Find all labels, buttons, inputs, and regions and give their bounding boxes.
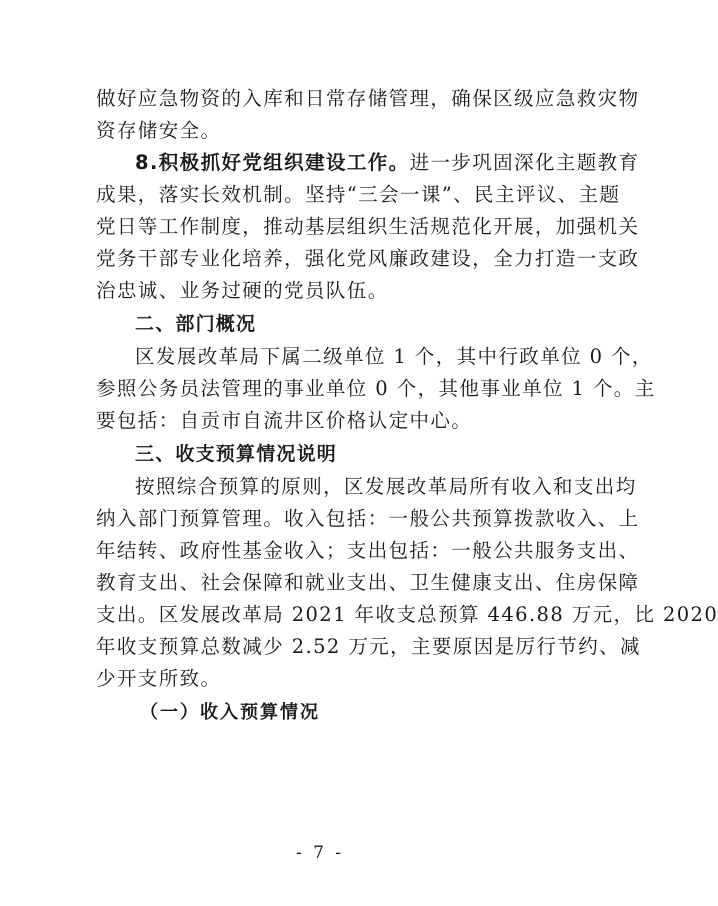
item-8-line [135,150,639,176]
paragraph-line: 支出。区发展改革局 2021 年收支总预算 446.88 万元，比 2020 [96,603,718,626]
paragraph-line: 参照公务员法管理的事业单位 0 个，其他事业单位 1 个。主 [96,377,656,400]
paragraph-line: 党务干部专业化培养，强化党风廉政建设，全力打造一支政 [96,247,640,270]
section-heading-dept-overview: 二、部门概况 [135,313,257,335]
paragraph-line: 要包括：自贡市自流井区价格认定中心。 [96,409,473,432]
item-8-text: 进一步巩固深化主题教育 [409,151,640,174]
paragraph-line: 教育支出、社会保障和就业支出、卫生健康支出、住房保障 [96,571,640,594]
subsection-heading-income: （一）收入预算情况 [140,702,320,723]
paragraph-line: 区发展改革局下属二级单位 1 个，其中行政单位 0 个， [135,345,653,368]
paragraph-line: 少开支所致。 [96,667,222,690]
paragraph-line: 资存储安全。 [96,119,222,142]
paragraph-line: 年结转、政府性基金收入；支出包括：一般公共服务支出、 [96,539,640,562]
paragraph-line: 党日等工作制度，推动基层组织生活规范化开展，加强机关 [96,215,640,238]
paragraph-line: 纳入部门预算管理。收入包括：一般公共预算拨款收入、上 [96,507,640,530]
paragraph-line: 做好应急物资的入库和日常存储管理，确保区级应急救灾物 [96,87,640,110]
page-number: - 7 - [295,843,345,863]
section-heading-budget: 三、收支预算情况说明 [135,443,338,465]
paragraph-line: 治忠诚、业务过硬的党员队伍。 [96,279,389,302]
paragraph-line: 年收支预算总数减少 2.52 万元，主要原因是厉行节约、减 [96,635,641,658]
item-8-lead: 8.积极抓好党组织建设工作。 [135,151,410,174]
paragraph-line: 按照综合预算的原则，区发展改革局所有收入和支出均 [135,475,637,498]
paragraph-line: 成果，落实长效机制。坚持“三会一课”、民主评议、主题 [96,183,621,206]
